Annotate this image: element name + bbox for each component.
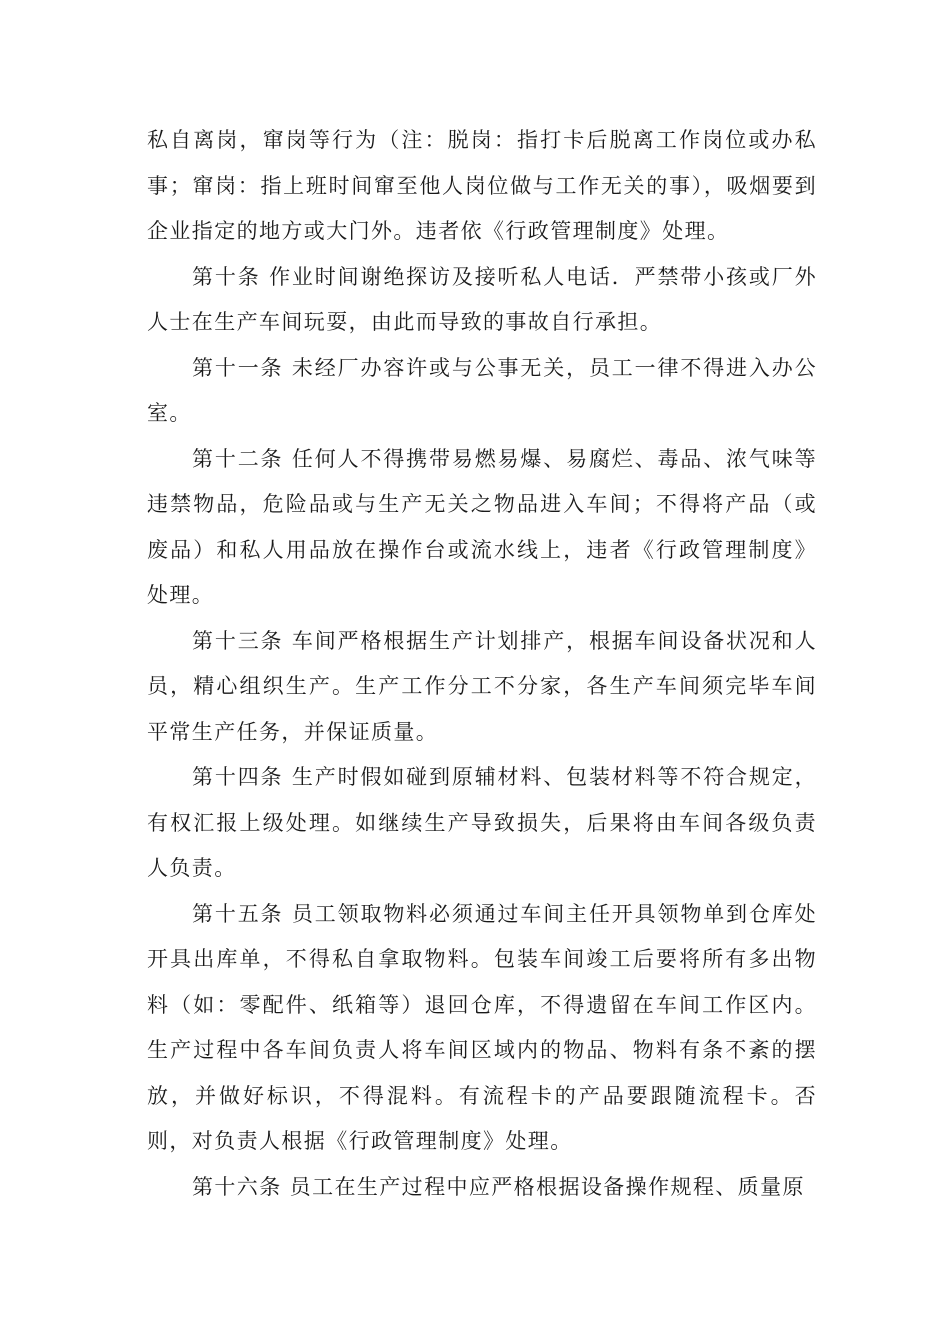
paragraph-article-14: 第十四条 生产时假如碰到原辅材料、包装材料等不符合规定，有权汇报上级处理。如继续生产导致损失，后果将由车间各级负责人负责。: [147, 765, 817, 880]
paragraph-continuation: 私自离岗，窜岗等行为（注：脱岗：指打卡后脱离工作岗位或办私事；窜岗：指上班时间窜至他人岗位做与工作无关的事），吸烟要到企业指定的地方或大门外。违者依《行政管理制度》处理。: [147, 128, 817, 243]
document-body: [147, 118, 817, 1210]
paragraph-article-10: 第十条 作业时间谢绝探访及接听私人电话．严禁带小孩或厂外人士在生产车间玩耍，由此而导致的事故自行承担。: [147, 264, 817, 334]
paragraph-article-15: 第十五条 员工领取物料必须通过车间主任开具领物单到仓库处开具出库单，不得私自拿取物料。包装车间竣工后要将所有多出物料（如：零配件、纸箱等）退回仓库，不得遗留在车间工作区内。生产过程中各车间负责人将车间区域内的物品、物料有条不紊的摆放，并做好标识，不得混料。有流程卡的产品要跟随流程卡。否则，对负责人根据《行政管理制度》处理。: [147, 901, 817, 1153]
paragraph-article-16: 第十六条 员工在生产过程中应严格根据设备操作规程、质量原: [192, 1174, 805, 1199]
paragraph-article-12: 第十二条 任何人不得携带易燃易爆、易腐烂、毒品、浓气味等违禁物品，危险品或与生产无关之物品进入车间；不得将产品（或废品）和私人用品放在操作台或流水线上，违者《行政管理制度》处理。: [147, 446, 817, 607]
paragraph-article-13: 第十三条 车间严格根据生产计划排产，根据车间设备状况和人员，精心组织生产。生产工作分工不分家，各生产车间须完毕车间平常生产任务，并保证质量。: [147, 628, 817, 744]
paragraph-article-11: 第十一条 未经厂办容许或与公事无关，员工一律不得进入办公室。: [147, 355, 817, 425]
